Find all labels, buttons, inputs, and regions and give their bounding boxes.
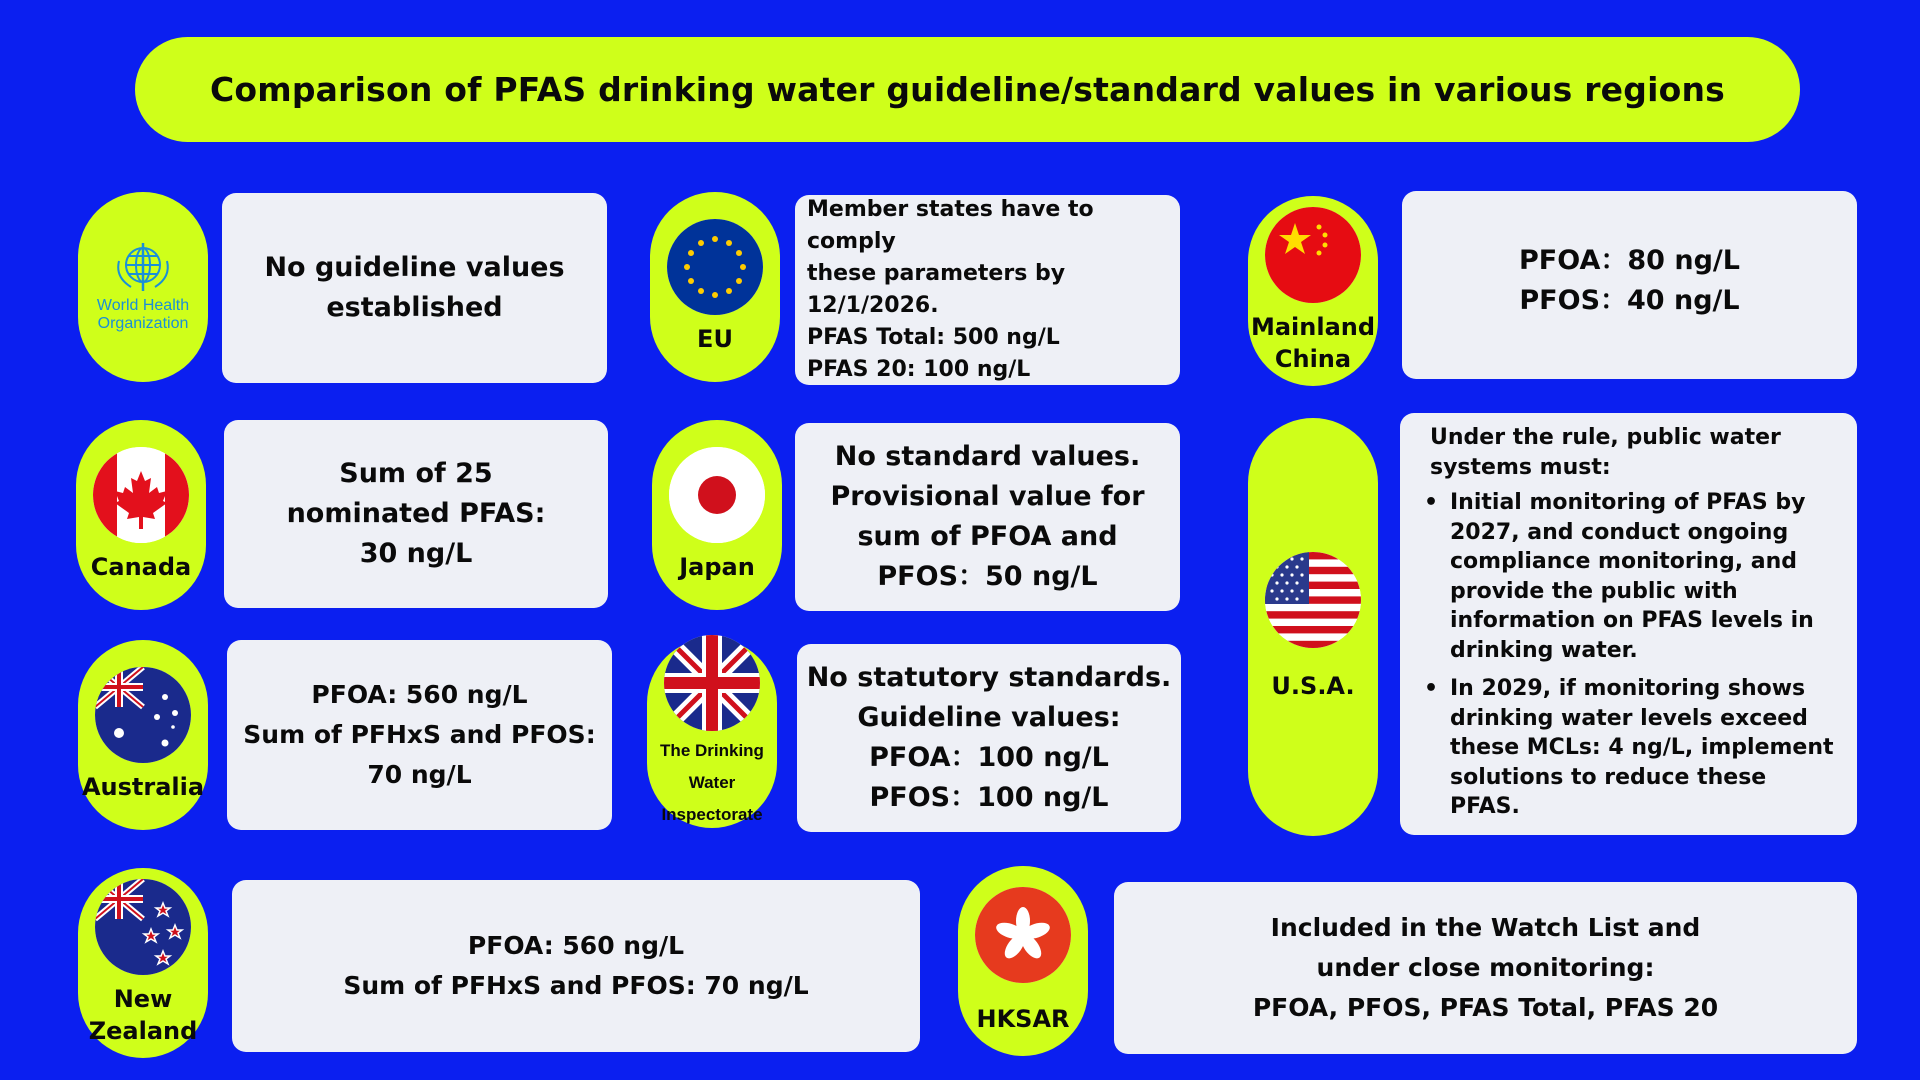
hksar-info-card (1114, 882, 1857, 1054)
china-label-line2: China (1274, 345, 1352, 373)
hksar-label: HKSAR (976, 1004, 1070, 1033)
eu-line-1: Member states have to comply (807, 197, 1094, 254)
region-badge-eu (650, 192, 780, 382)
canada-line-2: nominated PFAS: (286, 498, 546, 529)
nz-line-1: PFOA: 560 ng/L (467, 931, 685, 960)
new-zealand-label (89, 983, 198, 1048)
new-zealand-flag-icon (95, 879, 191, 975)
uk-line-1: No statutory standards. (806, 662, 1172, 693)
list-item (1424, 674, 1843, 822)
usa-info-card (1400, 413, 1857, 835)
region-badge-canada (76, 420, 206, 610)
hksar-line-1: Included in the Watch List and (1270, 913, 1701, 942)
uk-line-2: Guideline values: (857, 702, 1121, 733)
who-logo-text (97, 297, 189, 333)
hksar-line-2: under close monitoring: (1316, 953, 1655, 982)
japan-label: Japan (679, 552, 755, 581)
region-badge-new-zealand (78, 868, 208, 1058)
uk-line-4: PFOS：100 ng/L (869, 782, 1109, 813)
australia-line-1: PFOA: 560 ng/L (311, 680, 528, 709)
eu-flag-icon (667, 219, 763, 315)
who-info-card (222, 193, 607, 383)
canada-info-card (224, 420, 608, 608)
nz-label-line1: New (113, 984, 173, 1013)
japan-line-3: sum of PFOA and (857, 521, 1118, 552)
china-line-2: PFOS：40 ng/L (1519, 285, 1740, 316)
who-line-1: No guideline values (264, 252, 565, 283)
uk-label (647, 735, 777, 832)
japan-info-card (795, 423, 1180, 611)
australia-info-card (227, 640, 612, 830)
region-badge-hksar (958, 866, 1088, 1056)
china-label (1251, 311, 1375, 376)
region-badge-uk (647, 638, 777, 828)
china-flag-icon (1265, 207, 1361, 303)
eu-line-3: PFAS Total: 500 ng/L (807, 325, 1060, 350)
nz-line-2: Sum of PFHxS and PFOS: 70 ng/L (343, 971, 809, 1000)
australia-line-3: 70 ng/L (367, 760, 472, 789)
usa-flag-icon (1265, 552, 1361, 648)
nz-label-line2: Zealand (88, 1017, 198, 1045)
canada-line-3: 30 ng/L (359, 538, 473, 569)
page-title (135, 37, 1800, 142)
canada-line-1: Sum of 25 (339, 458, 493, 489)
uk-line-3: PFOA：100 ng/L (869, 742, 1109, 773)
australia-line-2: Sum of PFHxS and PFOS: (243, 720, 596, 749)
japan-flag-icon (669, 447, 765, 543)
japan-line-1: No standard values. (834, 441, 1141, 472)
usa-label: U.S.A. (1271, 671, 1355, 700)
usa-bullet-1: Initial monitoring of PFAS by 2027, and conduct ongoing compliance monitoring, and provide the public with information on PFAS levels in drinking water. (1450, 490, 1814, 663)
who-emblem-icon (113, 241, 173, 293)
bullet-icon: • (1424, 490, 1439, 515)
uk-label-line2: Inspectorate (661, 805, 763, 825)
eu-label: EU (697, 324, 733, 353)
eu-line-4: PFAS 20: 100 ng/L (807, 357, 1031, 382)
canada-label: Canada (90, 552, 192, 581)
eu-info-card (795, 195, 1180, 385)
region-badge-who (78, 192, 208, 382)
china-label-line1: Mainland (1250, 312, 1376, 341)
list-item (1424, 488, 1843, 665)
uk-info-card (797, 644, 1181, 832)
australia-label: Australia (81, 772, 205, 801)
usa-intro: Under the rule, public water systems must: (1430, 425, 1781, 480)
uk-label-line1: The Drinking Water (660, 740, 764, 792)
usa-bullet-2: In 2029, if monitoring shows drinking water levels exceed these MCLs: 4 ng/L, implement solutions to reduce these PFAS. (1450, 676, 1834, 819)
hong-kong-flag-icon (975, 887, 1071, 983)
region-badge-usa (1248, 418, 1378, 836)
uk-flag-icon (664, 635, 760, 731)
page-title-text: Comparison of PFAS drinking water guideline/standard values in various regions (209, 70, 1726, 109)
hksar-line-3: PFOA, PFOS, PFAS Total, PFAS 20 (1252, 993, 1719, 1022)
region-badge-japan (652, 420, 782, 610)
australia-flag-icon (95, 667, 191, 763)
canada-flag-icon (93, 447, 189, 543)
who-logo-line2: Organization (97, 315, 189, 332)
region-badge-china (1248, 196, 1378, 386)
japan-line-2: Provisional value for (830, 481, 1145, 512)
eu-line-2: these parameters by 12/1/2026. (807, 261, 1066, 318)
who-logo-line1: World Health (96, 297, 190, 314)
china-info-card (1402, 191, 1857, 379)
new-zealand-info-card (232, 880, 920, 1052)
usa-bullet-list (1424, 488, 1843, 822)
japan-line-4: PFOS：50 ng/L (877, 561, 1098, 592)
bullet-icon: • (1424, 676, 1439, 701)
region-badge-australia (78, 640, 208, 830)
who-logo (97, 241, 189, 333)
who-line-2: established (326, 292, 503, 323)
china-line-1: PFOA：80 ng/L (1519, 245, 1740, 276)
